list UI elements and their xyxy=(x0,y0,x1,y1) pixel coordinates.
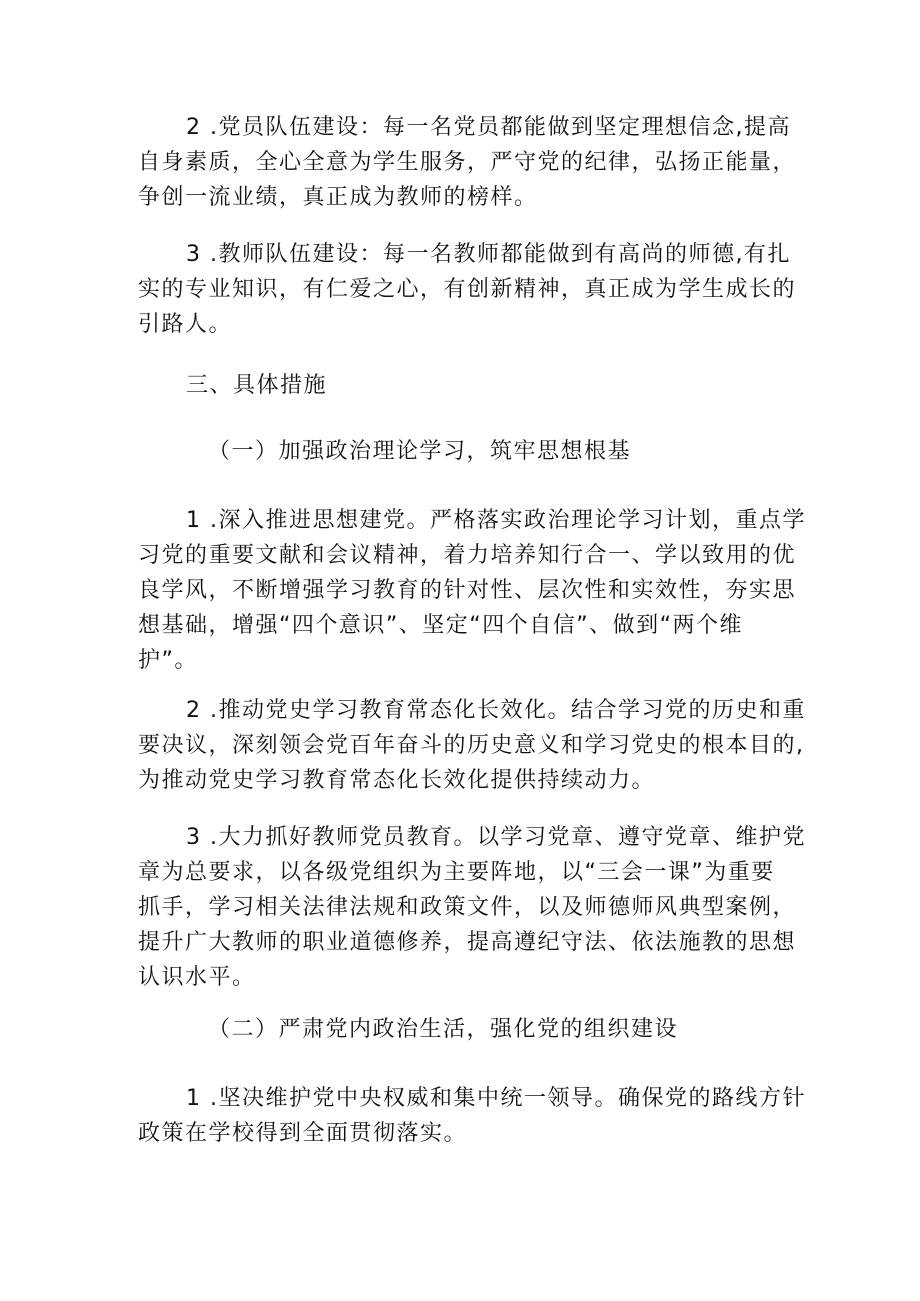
text-line: 良学风，不断增强学习教育的针对性、层次性和实效性，夯实思 xyxy=(138,578,797,603)
text-line: 引路人。 xyxy=(138,312,233,337)
paragraph-party-member-team xyxy=(138,110,797,215)
text-line: 政策在学校得到全面贯彻落实。 xyxy=(138,1121,468,1146)
text-line-content: 1 .深入推进思想建党。严格落实政治理论学习计划，重点学 xyxy=(186,508,806,533)
text-line xyxy=(138,1081,806,1116)
text-line xyxy=(138,820,806,855)
text-line: 争创一流业绩，真正成为教师的榜样。 xyxy=(138,185,538,210)
text-line: 护”。 xyxy=(138,648,198,673)
section-heading: 三、具体措施 xyxy=(186,373,328,398)
text-line: 要决议，深刻领会党百年奋斗的历史意义和学习党史的根本目的, xyxy=(138,733,805,758)
text-line: 章为总要求，以各级党组织为主要阵地，以“三会一课”为重要 xyxy=(138,860,775,885)
paragraph-party-history-education xyxy=(138,693,806,798)
text-line: 认识水平。 xyxy=(138,965,256,990)
text-line-content: 3 .教师队伍建设：每一名教师都能做到有高尚的师德,有扎 xyxy=(186,242,791,267)
text-line: 为推动党史学习教育常态化长效化提供持续动力。 xyxy=(138,768,656,793)
text-line-content: 2 .党员队伍建设：每一名党员都能做到坚定理想信念,提高 xyxy=(186,115,791,140)
text-line-content: 2 .推动党史学习教育常态化长效化。结合学习党的历史和重 xyxy=(186,698,806,723)
text-line: 想基础，增强“四个意识”、坚定“四个自信”、做到“两个维 xyxy=(138,613,743,638)
text-line-content: 3 .大力抓好教师党员教育。以学习党章、遵守党章、维护党 xyxy=(186,825,806,850)
text-line: 抓手，学习相关法律法规和政策文件，以及师德师风典型案例， xyxy=(138,895,797,920)
text-line xyxy=(138,693,806,728)
paragraph-central-leadership xyxy=(138,1081,806,1151)
paragraph-ideological-building xyxy=(138,503,806,678)
sub-heading-organization-building: （二）严肃党内政治生活，强化党的组织建设 xyxy=(208,1017,679,1042)
sub-heading-political-study: （一）加强政治理论学习，筑牢思想根基 xyxy=(208,439,632,464)
text-line: 自身素质，全心全意为学生服务，严守党的纪律，弘扬正能量， xyxy=(138,150,797,175)
paragraph-teacher-team xyxy=(138,237,797,342)
text-line xyxy=(138,110,791,145)
text-line: 提升广大教师的职业道德修养，提高遵纪守法、依法施教的思想 xyxy=(138,930,797,955)
text-line: 习党的重要文献和会议精神，着力培养知行合一、学以致用的优 xyxy=(138,543,797,568)
text-line: 实的专业知识，有仁爱之心，有创新精神，真正成为学生成长的 xyxy=(138,277,797,302)
text-line xyxy=(138,237,791,272)
paragraph-teacher-member-education xyxy=(138,820,806,995)
text-line xyxy=(138,503,806,538)
text-line-content: 1 .坚决维护党中央权威和集中统一领导。确保党的路线方针 xyxy=(186,1086,806,1111)
